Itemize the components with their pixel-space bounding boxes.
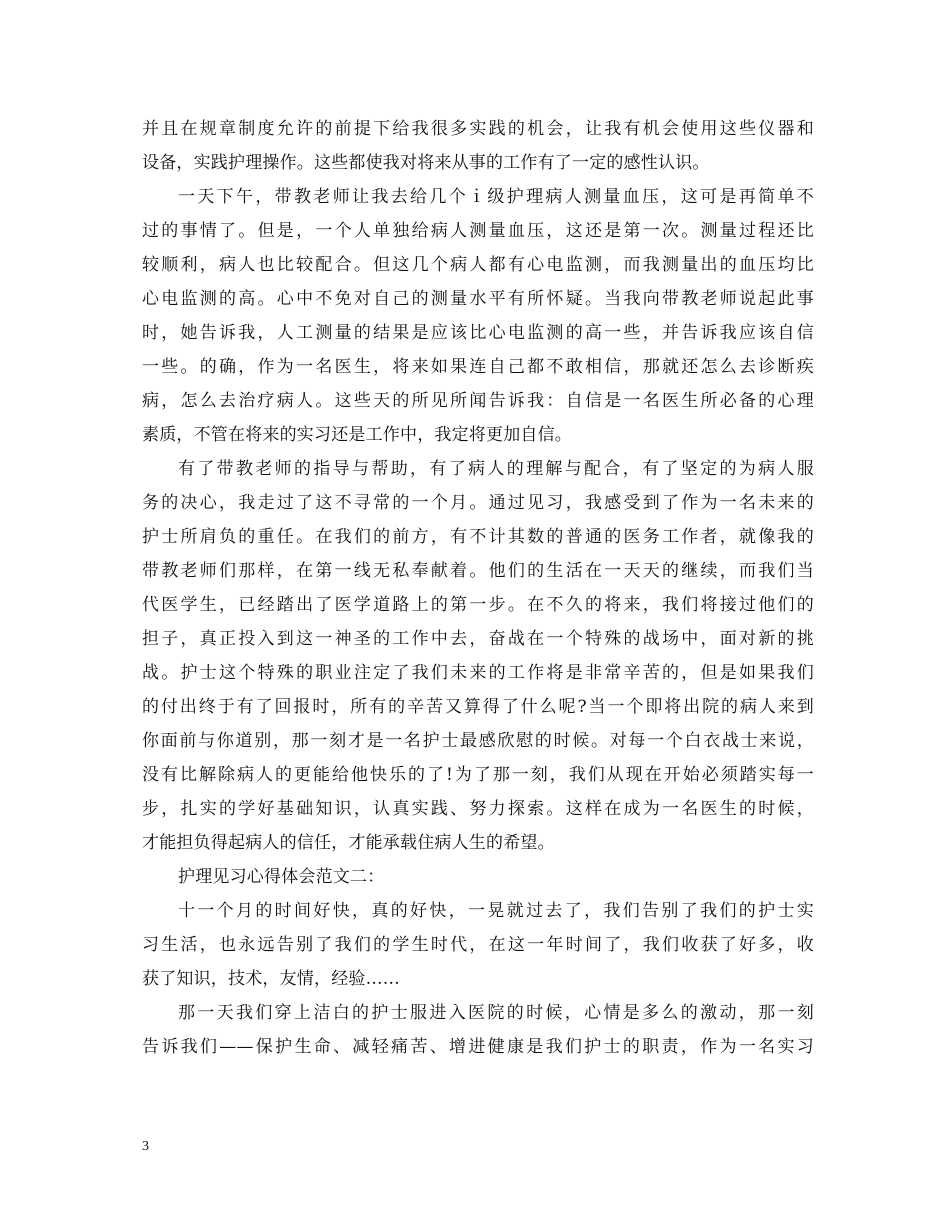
text-line: 才能担负得起病人的信任，才能承载住病人生的希望。: [142, 833, 555, 853]
text-line: 并且在规章制度允许的前提下给我很多实践的机会，让我有机会使用这些仪器和: [142, 119, 814, 139]
text-line: 过的事情了。但是，一个人单独给病人测量血压，这还是第一次。测量过程还比: [142, 221, 814, 241]
paragraph-start-line: 十一个月的时间好快，真的好快，一晃就过去了，我们告别了我们的护士实: [178, 901, 814, 921]
text-line: 战。护士这个特殊的职业注定了我们未来的工作将是非常辛苦的，但是如果我们: [142, 663, 814, 683]
text-line: 代医学生，已经踏出了医学道路上的第一步。在不久的将来，我们将接过他们的: [142, 595, 814, 615]
text-line: 护士所肩负的重任。在我们的前方，有不计其数的普通的医务工作者，就像我的: [142, 527, 814, 547]
text-line: 一些。的确，作为一名医生，将来如果连自己都不敢相信，那就还怎么去诊断疾: [142, 357, 814, 377]
text-line: 务的决心，我走过了这不寻常的一个月。通过见习，我感受到了作为一名未来的: [142, 493, 814, 513]
text-line: 担子，真正投入到这一神圣的工作中去，奋战在一个特殊的战场中，面对新的挑: [142, 629, 814, 649]
document-body: [142, 112, 814, 1064]
paragraph-start-line: 那一天我们穿上洁白的护士服进入医院的时候，心情是多么的激动，那一刻: [178, 1003, 814, 1023]
section-heading: 护理见习心得体会范文二：: [178, 867, 385, 887]
text-line: 告诉我们——保护生命、减轻痛苦、增进健康是我们护士的职责，作为一名实习: [142, 1037, 814, 1057]
paragraph-start-line: 有了带教老师的指导与帮助，有了病人的理解与配合，有了坚定的为病人服: [178, 459, 814, 479]
text-line: 你面前与你道别，那一刻才是一名护士最感欣慰的时候。对每一个白衣战士来说，: [142, 731, 814, 751]
paragraph-start-line: 一天下午，带教老师让我去给几个ｉ级护理病人测量血压，这可是再简单不: [178, 187, 814, 207]
text-line: 素质，不管在将来的实习还是工作中，我定将更加自信。: [142, 425, 572, 445]
text-line: 带教老师们那样，在第一线无私奉献着。他们的生活在一天天的继续，而我们当: [142, 561, 814, 581]
text-line: 设备，实践护理操作。这些都使我对将来从事的工作有了一定的感性认识。: [142, 153, 710, 173]
text-line: 习生活，也永远告别了我们的学生时代，在这一年时间了，我们收获了好多，收: [142, 935, 814, 955]
text-line: 没有比解除病人的更能给他快乐的了!为了那一刻，我们从现在开始必须踏实每一: [142, 765, 814, 785]
text-line: 步，扎实的学好基础知识，认真实践、努力探索。这样在成为一名医生的时候，: [142, 799, 814, 819]
text-line: 时，她告诉我，人工测量的结果是应该比心电监测的高一些，并告诉我应该自信: [142, 323, 814, 343]
text-line: 的付出终于有了回报时，所有的辛苦又算得了什么呢?当一个即将出院的病人来到: [142, 697, 814, 717]
text-line: 获了知识，技术，友情，经验……: [142, 969, 400, 989]
page-number: 3: [142, 1139, 149, 1154]
text-line: 病，怎么去治疗病人。这些天的所见所闻告诉我：自信是一名医生所必备的心理: [142, 391, 814, 411]
text-line: 较顺利，病人也比较配合。但这几个病人都有心电监测，而我测量出的血压均比: [142, 255, 814, 275]
text-line: 心电监测的高。心中不免对自己的测量水平有所怀疑。当我向带教老师说起此事: [142, 289, 814, 309]
